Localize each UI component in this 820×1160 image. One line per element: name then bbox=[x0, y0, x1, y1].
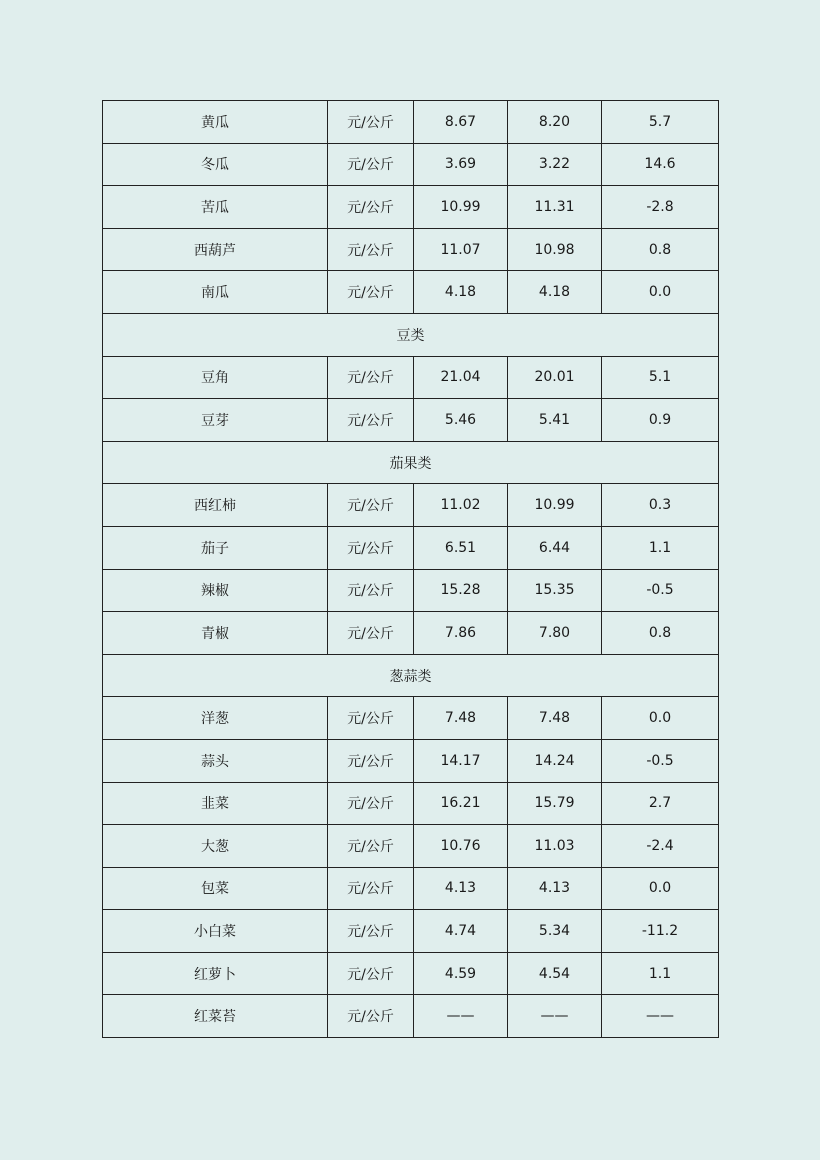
change-cell: -2.8 bbox=[602, 186, 719, 229]
current-price-cell: 3.69 bbox=[414, 143, 508, 186]
table-row bbox=[103, 739, 719, 782]
unit-cell: 元/公斤 bbox=[328, 952, 414, 995]
item-name-cell: 豆角 bbox=[103, 356, 328, 399]
current-price-cell: 21.04 bbox=[414, 356, 508, 399]
category-row bbox=[103, 654, 719, 697]
item-name-cell: 西红柿 bbox=[103, 484, 328, 527]
unit-cell: 元/公斤 bbox=[328, 399, 414, 442]
category-label: 豆类 bbox=[103, 313, 719, 356]
previous-price-cell: 4.13 bbox=[508, 867, 602, 910]
current-price-cell: 5.46 bbox=[414, 399, 508, 442]
unit-cell: 元/公斤 bbox=[328, 910, 414, 953]
table-row bbox=[103, 995, 719, 1038]
category-row bbox=[103, 441, 719, 484]
change-cell: 5.1 bbox=[602, 356, 719, 399]
previous-price-cell: 7.48 bbox=[508, 697, 602, 740]
current-price-cell: 7.86 bbox=[414, 612, 508, 655]
previous-price-cell: 11.31 bbox=[508, 186, 602, 229]
table-row bbox=[103, 867, 719, 910]
current-price-cell: 6.51 bbox=[414, 526, 508, 569]
item-name-cell: 冬瓜 bbox=[103, 143, 328, 186]
previous-price-cell: 5.41 bbox=[508, 399, 602, 442]
table-row bbox=[103, 569, 719, 612]
item-name-cell: 青椒 bbox=[103, 612, 328, 655]
previous-price-cell: 10.99 bbox=[508, 484, 602, 527]
item-name-cell: 辣椒 bbox=[103, 569, 328, 612]
table-row bbox=[103, 612, 719, 655]
current-price-cell: 7.48 bbox=[414, 697, 508, 740]
table-row bbox=[103, 697, 719, 740]
item-name-cell: 小白菜 bbox=[103, 910, 328, 953]
previous-price-cell: 3.22 bbox=[508, 143, 602, 186]
change-cell: 14.6 bbox=[602, 143, 719, 186]
vegetable-price-table bbox=[102, 100, 719, 1038]
table-row bbox=[103, 526, 719, 569]
item-name-cell: 韭菜 bbox=[103, 782, 328, 825]
item-name-cell: 红萝卜 bbox=[103, 952, 328, 995]
table-row bbox=[103, 952, 719, 995]
current-price-cell: 4.18 bbox=[414, 271, 508, 314]
unit-cell: 元/公斤 bbox=[328, 143, 414, 186]
item-name-cell: 蒜头 bbox=[103, 739, 328, 782]
change-cell: 0.3 bbox=[602, 484, 719, 527]
current-price-cell: 11.02 bbox=[414, 484, 508, 527]
previous-price-cell: 14.24 bbox=[508, 739, 602, 782]
item-name-cell: 洋葱 bbox=[103, 697, 328, 740]
category-label: 茄果类 bbox=[103, 441, 719, 484]
change-cell: 2.7 bbox=[602, 782, 719, 825]
previous-price-cell: 4.54 bbox=[508, 952, 602, 995]
item-name-cell: 大葱 bbox=[103, 825, 328, 868]
unit-cell: 元/公斤 bbox=[328, 995, 414, 1038]
unit-cell: 元/公斤 bbox=[328, 101, 414, 144]
current-price-cell: 15.28 bbox=[414, 569, 508, 612]
change-cell: 0.0 bbox=[602, 271, 719, 314]
item-name-cell: 西葫芦 bbox=[103, 228, 328, 271]
change-cell: -11.2 bbox=[602, 910, 719, 953]
previous-price-cell: 8.20 bbox=[508, 101, 602, 144]
unit-cell: 元/公斤 bbox=[328, 484, 414, 527]
current-price-cell: 14.17 bbox=[414, 739, 508, 782]
table-row bbox=[103, 186, 719, 229]
table-row bbox=[103, 399, 719, 442]
unit-cell: 元/公斤 bbox=[328, 825, 414, 868]
current-price-cell: 4.13 bbox=[414, 867, 508, 910]
previous-price-cell: 7.80 bbox=[508, 612, 602, 655]
item-name-cell: 红菜苔 bbox=[103, 995, 328, 1038]
table-row bbox=[103, 143, 719, 186]
change-cell: 5.7 bbox=[602, 101, 719, 144]
previous-price-cell: 5.34 bbox=[508, 910, 602, 953]
current-price-cell: 4.59 bbox=[414, 952, 508, 995]
previous-price-cell: 6.44 bbox=[508, 526, 602, 569]
item-name-cell: 包菜 bbox=[103, 867, 328, 910]
category-label: 葱蒜类 bbox=[103, 654, 719, 697]
change-cell: —— bbox=[602, 995, 719, 1038]
table-row bbox=[103, 484, 719, 527]
change-cell: 0.0 bbox=[602, 697, 719, 740]
current-price-cell: 10.99 bbox=[414, 186, 508, 229]
change-cell: 1.1 bbox=[602, 526, 719, 569]
item-name-cell: 茄子 bbox=[103, 526, 328, 569]
table-row bbox=[103, 782, 719, 825]
unit-cell: 元/公斤 bbox=[328, 782, 414, 825]
current-price-cell: 16.21 bbox=[414, 782, 508, 825]
current-price-cell: 8.67 bbox=[414, 101, 508, 144]
item-name-cell: 黄瓜 bbox=[103, 101, 328, 144]
table-row bbox=[103, 271, 719, 314]
change-cell: 0.8 bbox=[602, 228, 719, 271]
table-row bbox=[103, 228, 719, 271]
change-cell: -2.4 bbox=[602, 825, 719, 868]
unit-cell: 元/公斤 bbox=[328, 739, 414, 782]
change-cell: 0.9 bbox=[602, 399, 719, 442]
table-row bbox=[103, 910, 719, 953]
unit-cell: 元/公斤 bbox=[328, 569, 414, 612]
previous-price-cell: —— bbox=[508, 995, 602, 1038]
change-cell: 0.8 bbox=[602, 612, 719, 655]
current-price-cell: 10.76 bbox=[414, 825, 508, 868]
previous-price-cell: 15.35 bbox=[508, 569, 602, 612]
previous-price-cell: 10.98 bbox=[508, 228, 602, 271]
change-cell: 0.0 bbox=[602, 867, 719, 910]
previous-price-cell: 11.03 bbox=[508, 825, 602, 868]
current-price-cell: —— bbox=[414, 995, 508, 1038]
item-name-cell: 豆芽 bbox=[103, 399, 328, 442]
unit-cell: 元/公斤 bbox=[328, 228, 414, 271]
table-body bbox=[103, 101, 719, 1038]
unit-cell: 元/公斤 bbox=[328, 526, 414, 569]
previous-price-cell: 4.18 bbox=[508, 271, 602, 314]
table-row bbox=[103, 825, 719, 868]
category-row bbox=[103, 313, 719, 356]
table-row bbox=[103, 101, 719, 144]
unit-cell: 元/公斤 bbox=[328, 697, 414, 740]
previous-price-cell: 20.01 bbox=[508, 356, 602, 399]
table-row bbox=[103, 356, 719, 399]
current-price-cell: 11.07 bbox=[414, 228, 508, 271]
unit-cell: 元/公斤 bbox=[328, 612, 414, 655]
change-cell: -0.5 bbox=[602, 739, 719, 782]
unit-cell: 元/公斤 bbox=[328, 186, 414, 229]
unit-cell: 元/公斤 bbox=[328, 356, 414, 399]
current-price-cell: 4.74 bbox=[414, 910, 508, 953]
unit-cell: 元/公斤 bbox=[328, 271, 414, 314]
item-name-cell: 南瓜 bbox=[103, 271, 328, 314]
change-cell: -0.5 bbox=[602, 569, 719, 612]
unit-cell: 元/公斤 bbox=[328, 867, 414, 910]
item-name-cell: 苦瓜 bbox=[103, 186, 328, 229]
change-cell: 1.1 bbox=[602, 952, 719, 995]
previous-price-cell: 15.79 bbox=[508, 782, 602, 825]
